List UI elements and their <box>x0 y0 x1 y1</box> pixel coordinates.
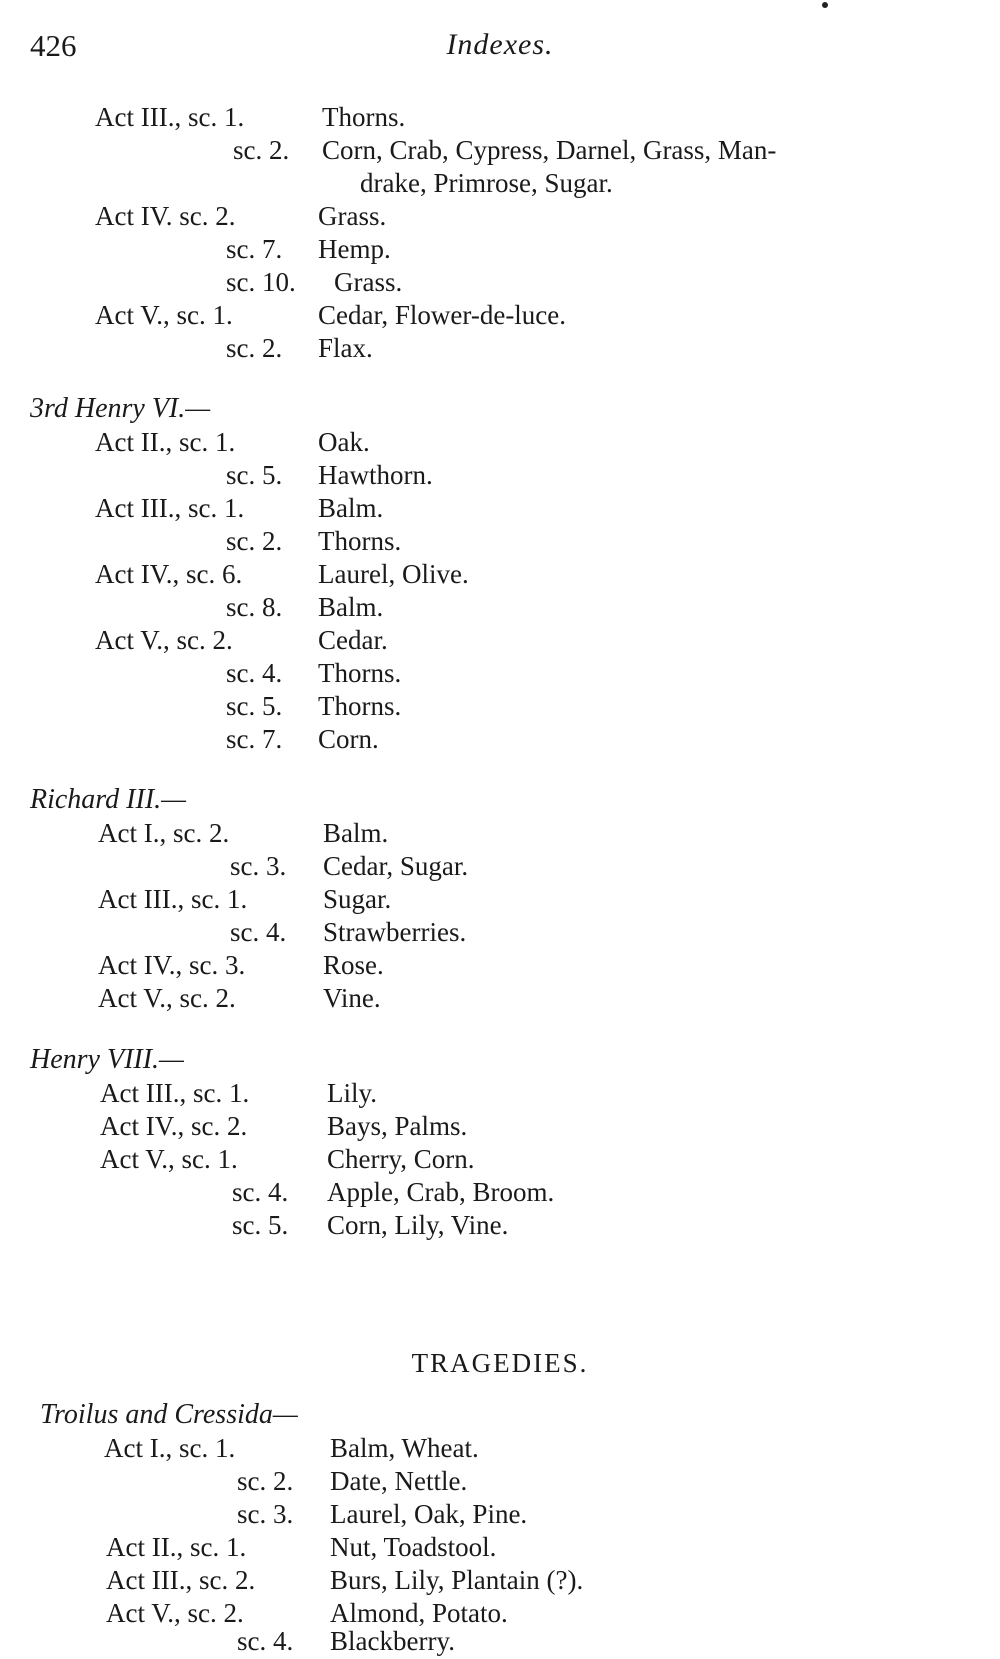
plant-list: Burs, Lily, Plantain (?). <box>330 1565 584 1595</box>
plant-list: Thorns. <box>322 102 406 132</box>
plant-list-continued: drake, Primrose, Sugar. <box>360 168 613 198</box>
scene-label: sc. 4. <box>237 1626 294 1656</box>
plant-list: Corn, Lily, Vine. <box>327 1210 509 1240</box>
act-label: Act III., sc. 2. <box>106 1565 256 1595</box>
scene-label: sc. 5. <box>226 460 283 490</box>
page-number: 426 <box>30 28 77 63</box>
plant-list: Cherry, Corn. <box>327 1144 475 1174</box>
plant-list: Thorns. <box>318 526 402 556</box>
scene-label: sc. 2. <box>226 333 283 363</box>
running-title: Indexes. <box>446 28 554 61</box>
plant-list: Hawthorn. <box>318 460 433 490</box>
plant-list: Oak. <box>318 427 370 457</box>
scene-label: sc. 2. <box>233 135 290 165</box>
act-label: Act V., sc. 2. <box>95 625 233 655</box>
plant-list: Corn, Crab, Cypress, Darnel, Grass, Man- <box>322 135 777 165</box>
plant-list: Hemp. <box>318 234 391 264</box>
act-label: Act V., sc. 2. <box>106 1598 244 1628</box>
plant-list: Vine. <box>323 983 381 1013</box>
act-label: Act V., sc. 1. <box>100 1144 238 1174</box>
act-label: Act V., sc. 2. <box>98 983 236 1013</box>
play-title-richard-iii: Richard III.— <box>30 784 187 815</box>
plant-list: Grass. <box>334 267 403 297</box>
scene-label: sc. 4. <box>230 917 287 947</box>
plant-list: Date, Nettle. <box>330 1466 468 1496</box>
act-label: Act IV. sc. 2. <box>95 201 236 231</box>
act-label: Act II., sc. 1. <box>106 1532 247 1562</box>
plant-list: Corn. <box>318 724 379 754</box>
plant-list: Almond, Potato. <box>330 1598 508 1628</box>
scene-label: sc. 4. <box>232 1177 289 1207</box>
plant-list: Blackberry. <box>330 1626 455 1656</box>
act-label: Act III., sc. 1. <box>100 1078 250 1108</box>
plant-list: Nut, Toadstool. <box>330 1532 497 1562</box>
ink-dot <box>822 2 828 8</box>
plant-list: Flax. <box>318 333 373 363</box>
plant-list: Laurel, Olive. <box>318 559 469 589</box>
scene-label: sc. 5. <box>226 691 283 721</box>
plant-list: Thorns. <box>318 691 402 721</box>
play-title-henry-vi-3: 3rd Henry VI.— <box>30 393 211 424</box>
plant-list: Bays, Palms. <box>327 1111 468 1141</box>
plant-list: Lily. <box>327 1078 377 1108</box>
play-title-troilus-and-cressida: Troilus and Cressida— <box>40 1399 298 1430</box>
scene-label: sc. 10. <box>226 267 296 297</box>
scene-label: sc. 3. <box>237 1499 294 1529</box>
act-label: Act IV., sc. 2. <box>100 1111 248 1141</box>
act-label: Act III., sc. 1. <box>98 884 248 914</box>
act-label: Act V., sc. 1. <box>95 300 233 330</box>
act-label: Act II., sc. 1. <box>95 427 236 457</box>
plant-list: Balm. <box>323 818 389 848</box>
plant-list: Balm. <box>318 493 384 523</box>
act-label: Act IV., sc. 6. <box>95 559 243 589</box>
plant-list: Rose. <box>323 950 384 980</box>
scene-label: sc. 5. <box>232 1210 289 1240</box>
plant-list: Cedar, Flower-de-luce. <box>318 300 567 330</box>
act-label: Act III., sc. 1. <box>95 493 245 523</box>
act-label: Act IV., sc. 3. <box>98 950 246 980</box>
plant-list: Strawberries. <box>323 917 467 947</box>
plant-list: Sugar. <box>323 884 392 914</box>
plant-list: Cedar. <box>318 625 388 655</box>
plant-list: Cedar, Sugar. <box>323 851 469 881</box>
scene-label: sc. 2. <box>237 1466 294 1496</box>
scene-label: sc. 2. <box>226 526 283 556</box>
plant-list: Balm, Wheat. <box>330 1433 479 1463</box>
plant-list: Apple, Crab, Broom. <box>327 1177 555 1207</box>
plant-list: Grass. <box>318 201 387 231</box>
section-title-tragedies: TRAGEDIES. <box>411 1348 589 1378</box>
scene-label: sc. 4. <box>226 658 283 688</box>
scene-label: sc. 7. <box>226 234 283 264</box>
act-label: Act I., sc. 1. <box>104 1433 236 1463</box>
scene-label: sc. 7. <box>226 724 283 754</box>
plant-list: Laurel, Oak, Pine. <box>330 1499 528 1529</box>
play-title-henry-viii: Henry VIII.— <box>30 1044 184 1075</box>
plant-list: Thorns. <box>318 658 402 688</box>
scene-label: sc. 3. <box>230 851 287 881</box>
plant-list: Balm. <box>318 592 384 622</box>
act-label: Act III., sc. 1. <box>95 102 245 132</box>
scene-label: sc. 8. <box>226 592 283 622</box>
act-label: Act I., sc. 2. <box>98 818 230 848</box>
